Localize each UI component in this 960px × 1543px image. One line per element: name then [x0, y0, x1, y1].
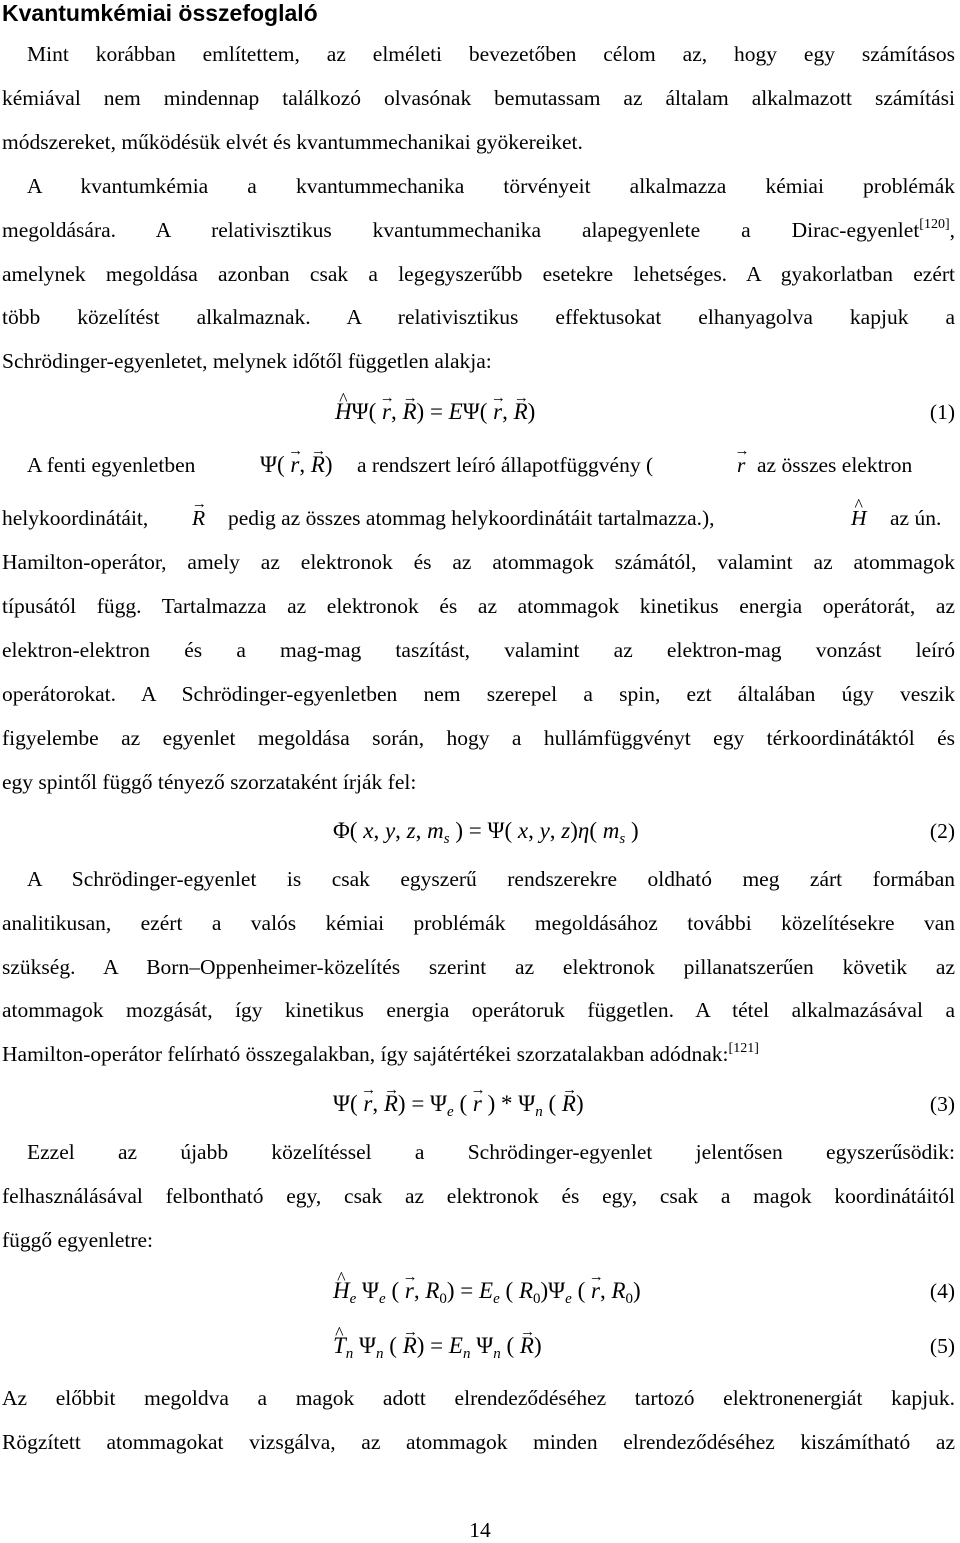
inline-math: → R — [192, 503, 205, 533]
equation-1: ^ HΨ( → r, → R) = EΨ( → r, → R) — [335, 397, 535, 427]
paragraph-text: , — [949, 218, 955, 242]
equation-number: (1) — [929, 400, 955, 424]
paragraph-line — [2, 450, 955, 480]
paragraph-line: atommagok mozgását, így kinetikus energia operátoruk független. A tétel alkalmazásával a — [2, 998, 955, 1022]
paragraph-line — [2, 1039, 955, 1069]
equation-number: (5) — [929, 1334, 955, 1358]
paragraph-text: az ún. — [890, 506, 942, 530]
equation-number: (4) — [929, 1279, 955, 1303]
paragraph-line: felhasználásával felbontható egy, csak az elektronok és egy, csak a magok koordinátáitól — [2, 1184, 955, 1208]
paragraph-line: típusától függ. Tartalmazza az elektronok és az atommagok kinetikus energia operátorát, az — [2, 594, 955, 618]
paragraph-text: helykoordinátáit, — [2, 506, 149, 530]
paragraph-text: Hamilton-operátor felírható összegalakban, így sajátértékei szorzatalakban adódnak: — [2, 1042, 729, 1066]
paragraph-line: A Schrödinger-egyenlet is csak egyszerű rendszerekre oldható meg zárt formában — [27, 867, 955, 891]
paragraph-text: pedig az összes atommag helykoordinátáit tartalmazza.), — [228, 506, 715, 530]
paragraph-line: Rögzített atommagokat vizsgálva, az atommagok minden elrendeződéséhez kiszámítható az — [2, 1430, 955, 1454]
paragraph-line — [2, 215, 955, 245]
inline-math: Ψ( → r, → R) — [260, 450, 333, 480]
equation-number: (3) — [929, 1092, 955, 1116]
equation-number: (2) — [929, 819, 955, 843]
paragraph-line: egy spintől függő tényező szorzataként írják fel: — [2, 770, 417, 794]
paragraph-text: megoldására. A relativisztikus kvantummechanika alapegyenlete a Dirac-egyenlet — [2, 218, 920, 242]
paragraph-line: amelynek megoldása azonban csak a legegyszerűbb esetekre lehetséges. A gyakorlatban ezért — [2, 262, 955, 286]
paragraph-line: Hamilton-operátor, amely az elektronok és az atommagok számától, valamint az atommagok — [2, 550, 955, 574]
paragraph-line: elektron-elektron és a mag-mag taszítást, valamint az elektron-mag vonzást leíró — [2, 638, 955, 662]
paragraph-line: függő egyenletre: — [2, 1228, 154, 1252]
paragraph-text: A fenti egyenletben — [27, 453, 196, 477]
paragraph-line: Az előbbit megoldva a magok adott elrendeződéséhez tartozó elektronenergiát kapjuk. — [2, 1386, 955, 1410]
paragraph-line: Mint korábban említettem, az elméleti bevezetőben célom az, hogy egy számításos — [27, 42, 955, 66]
inline-math: ^ H — [851, 503, 867, 533]
paragraph-line: figyelembe az egyenlet megoldása során, hogy a hullámfüggvényt egy térkoordinátáktól és — [2, 726, 955, 750]
section-heading: Kvantumkémiai összefoglaló — [2, 0, 318, 26]
paragraph-line: analitikusan, ezért a valós kémiai problémák megoldásához további közelítésekre van — [2, 911, 955, 935]
paragraph-line: A kvantumkémia a kvantummechanika törvényeit alkalmazza kémiai problémák — [27, 174, 955, 198]
paragraph-line: szükség. A Born–Oppenheimer-közelítés szerint az elektronok pillanatszerűen követik az — [2, 955, 955, 979]
equation-3: Ψ( → r, → $R) = \Psi_e$ ( → r ) * $\Psi_n$ ( → R) — [333, 1089, 584, 1119]
paragraph-text: az összes elektron — [757, 453, 913, 477]
citation-ref: [121] — [728, 1041, 759, 1056]
paragraph-line: operátorokat. A Schrödinger-egyenletben nem szerepel a spin, ezt általában úgy veszik — [2, 682, 955, 706]
page-number: 14 — [469, 1518, 491, 1542]
paragraph-line: módszereket, működésük elvét és kvantummechanikai gyökereiket. — [2, 130, 583, 154]
equation-2: Φ( x, y, z, $m_s$ ) = Ψ( x, y, z)η( $m_s$ ) — [333, 818, 639, 847]
inline-math: → r — [737, 450, 745, 480]
paragraph-text: a rendszert leíró állapotfüggvény ( — [357, 453, 654, 477]
equation-4: ^ $H_e$ $\Psi_e$ ( → r, $R_0) = E_e$ ( $R_0)\Psi_e$ ( → r, $R_0$) — [333, 1276, 641, 1306]
paragraph-line — [2, 503, 955, 533]
paragraph-line: Ezzel az újabb közelítéssel a Schrödinger-egyenlet jelentősen egyszerűsödik: — [27, 1140, 955, 1164]
citation-ref: [120] — [919, 217, 950, 232]
paragraph-line: Schrödinger-egyenletet, melynek időtől független alakja: — [2, 349, 492, 373]
paragraph-line: több közelítést alkalmaznak. A relativisztikus effektusokat elhanyagolva kapjuk a — [2, 305, 955, 329]
equation-5: ^ $T_n$ $\Psi_n$ ( → $R) = E_n$ $\Psi_n$ ( → R) — [333, 1331, 542, 1361]
paragraph-line: kémiával nem mindennap találkozó olvasónak bemutassam az általam alkalmazott számítási — [2, 86, 955, 110]
